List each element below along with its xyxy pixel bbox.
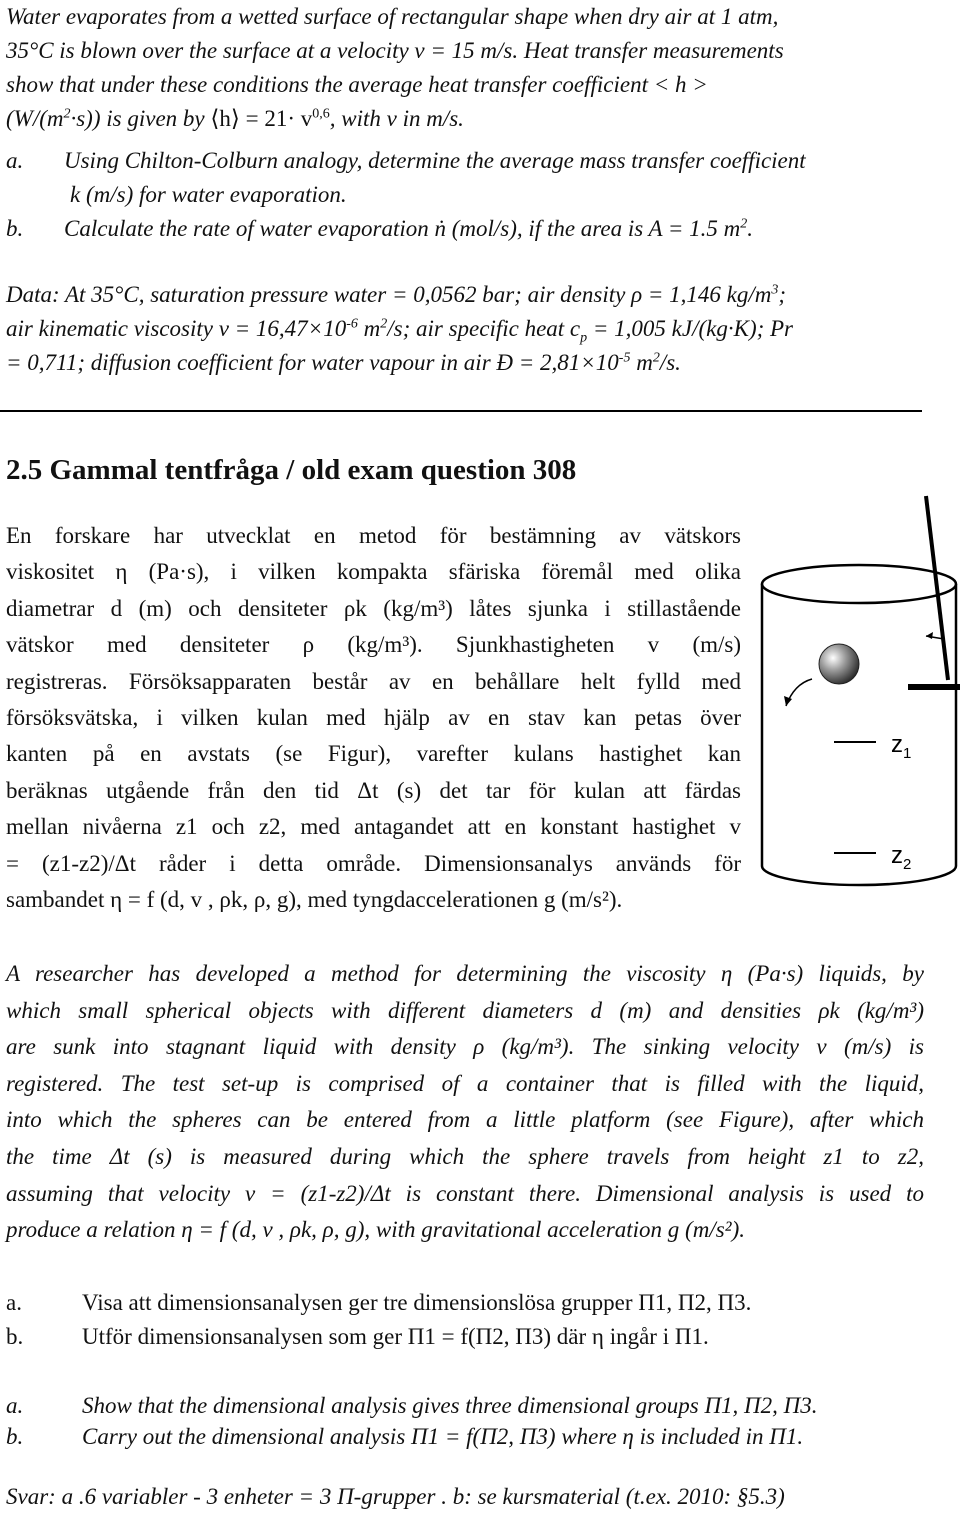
question-a-cont: k (m/s) for water evaporation. — [70, 182, 347, 207]
problem2-swedish-text — [6, 518, 741, 918]
problem2-english-text — [6, 956, 924, 1249]
cylinder-top — [762, 565, 956, 603]
en-line: the time Δt (s) is measured during which the sphere travels from height z1 to z2, — [6, 1143, 924, 1169]
problem2-sv-questions — [6, 1286, 924, 1354]
intro-line: 35°C is blown over the surface at a velocity v = 15 m/s. Heat transfer measurements — [6, 38, 784, 63]
en-line: which small spherical objects with different diameters d (m) and densities ρk (kg/m³) — [6, 997, 924, 1023]
answer-line: Svar: a .6 variabler - 3 enheter = 3 Π-grupper . b: se kursmaterial (t.ex. 2010: §5.3) — [6, 1484, 785, 1509]
sv-line: sambandet η = f (d, v , ρk, ρ, g), med tyngdaccelerationen g (m/s²). — [6, 887, 623, 913]
section-divider — [0, 410, 922, 412]
platform — [908, 684, 960, 690]
en-question-a: a. Show that the dimensional analysis gives three dimensional groups Π1, Π2, Π3. — [6, 1393, 818, 1418]
sv-line: = (z1-z2)/Δt råder i detta område. Dimensionsanalys används för — [6, 850, 741, 876]
problem1-data — [6, 278, 924, 380]
sv-question-b: b. Utför dimensionsanalysen som ger Π1 = f(Π2, Π3) där η ingår i Π1. — [6, 1324, 709, 1349]
question-b: b. Calculate the rate of water evaporation ṅ (mol/s), if the area is A = 1.5 $m^2$. — [6, 216, 754, 241]
sv-line: mellan nivåerna z1 och z2, med antagandet att en konstant hastighet v — [6, 814, 741, 840]
label-z1: $z_1$ — [891, 731, 912, 762]
intro-line: Water evaporates from a wetted surface of rectangular shape when dry air at 1 atm, — [6, 4, 779, 29]
sv-line: viskositet η (Pa·s), i vilken kompakta sfäriska föremål med olika — [6, 559, 741, 585]
fall-arrow — [786, 679, 812, 706]
sv-line: kanten på en avstats (se Figur), varefter kulans hastighet kan — [6, 741, 741, 767]
en-line: registered. The test set-up is comprised of a container that is filled with the liquid, — [6, 1070, 924, 1096]
formula-h: ⟨h⟩ = $21\cdot v^{0,6}$ — [210, 106, 330, 131]
en-line: assuming that velocity v = (z1-z2)/Δt is constant there. Dimensional analysis is used to — [6, 1180, 924, 1206]
en-line: into which the spheres can be entered from a little platform (see Figure), after which — [6, 1107, 924, 1133]
problem2-en-questions — [6, 1390, 924, 1452]
data-line: = 0,711; diffusion coefficient for water vapour in air Đ = $2,81\times 10^{-5}$ $m^2/s$. — [6, 350, 681, 375]
sv-question-a: a. Visa att dimensionsanalysen ger tre dimensionslösa grupper Π1, Π2, Π3. — [6, 1290, 752, 1315]
sv-line: diametrar d (m) och densiteter ρk (kg/m³) låtes sjunka i stillastående — [6, 595, 741, 621]
sv-line: försöksvätska, i vilken kulan med hjälp av en stav kan petas över — [6, 705, 741, 731]
sv-line: beräknas utgående från den tid Δt (s) det tar för kulan att färdas — [6, 777, 741, 803]
sv-line: En forskare har utvecklat en metod för bestämning av vätskors — [6, 523, 741, 548]
intro-line: show that under these conditions the average heat transfer coefficient < h > — [6, 72, 708, 97]
question-a: a. Using Chilton-Colburn analogy, determine the average mass transfer coefficient — [6, 148, 806, 173]
problem1-questions — [6, 144, 924, 246]
en-line: are sunk into stagnant liquid with density ρ (kg/m³). The sinking velocity v (m/s) is — [6, 1034, 924, 1060]
cylinder-bottom — [762, 866, 956, 885]
viscometer-figure — [750, 488, 960, 908]
en-line: A researcher has developed a method for determining the viscosity η (Pa·s) liquids, by — [6, 961, 924, 986]
problem2-heading: 2.5 Gammal tentfråga / old exam question 308 — [6, 454, 577, 486]
data-line: Data: At 35°C, saturation pressure water = 0,0562 bar; air density ρ = 1,146 $kg/m^3$; — [6, 282, 787, 307]
en-question-b: b. Carry out the dimensional analysis Π1 = f(Π2, Π3) where η is included in Π1. — [6, 1424, 804, 1449]
label-z2: $z_2$ — [891, 842, 912, 873]
sv-line: registreras. Försöksapparaten består av en behållare helt fylld med — [6, 668, 741, 694]
sv-line: vätskor med densiteter ρ (kg/m³). Sjunkhastigheten v (m/s) — [6, 632, 741, 658]
en-line: produce a relation η = f (d, v , ρk, ρ, g), with gravitational acceleration g (m/s²). — [6, 1217, 745, 1243]
data-line: air kinematic viscosity $\nu = 16,47\times 10^{-6}$ $m^2/s$; air specific heat $c_p = 1,005$ kJ/(kg·K); Pr — [6, 316, 794, 346]
problem1-intro — [6, 0, 924, 136]
sphere — [819, 644, 859, 684]
formula-line: $(W/(m^2\cdot s))$ is given by ⟨h⟩ = $21\cdot v^{0,6}$, with v in m/s. — [6, 106, 464, 131]
